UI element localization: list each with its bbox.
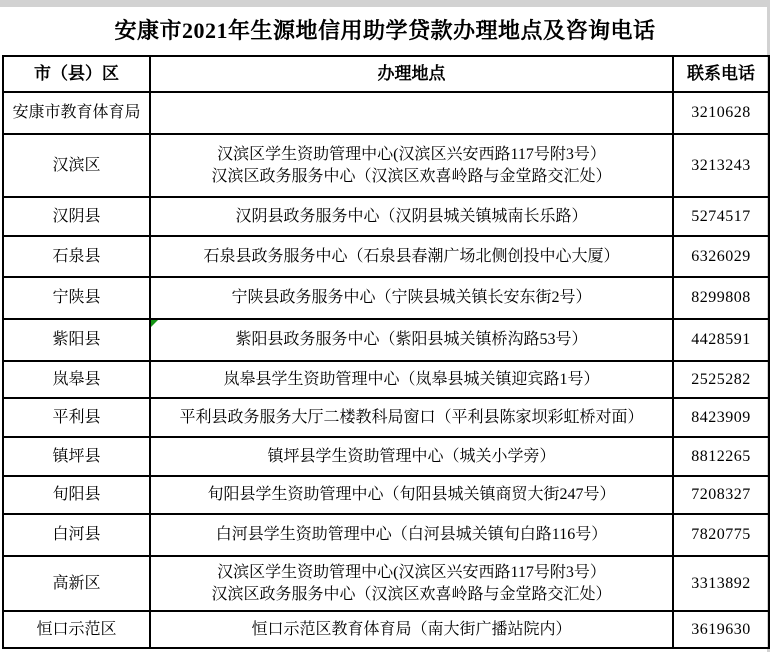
table-row: [3, 437, 769, 476]
address-line: 紫阳县政务服务中心（紫阳县城关镇桥沟路53号）: [235, 331, 588, 349]
region-cell: 平利县: [3, 398, 150, 437]
address-line: 汉滨区政务服务中心（汉滨区欢喜岭路与金堂路交汇处）: [211, 167, 612, 185]
phone-cell: 3619630: [673, 611, 769, 648]
address-cell: [150, 236, 673, 277]
table-row: [3, 361, 769, 398]
phone-cell: 3210628: [673, 92, 769, 134]
table-row: [3, 134, 769, 197]
address-cell: [150, 319, 673, 361]
address-line: 石泉县政务服务中心（石泉县春潮广场北侧创投中心大厦）: [203, 247, 620, 265]
page-title: 安康市2021年生源地信用助学贷款办理地点及咨询电话: [114, 18, 656, 43]
header-row: [3, 56, 769, 92]
address-cell: [150, 437, 673, 476]
address-cell: [150, 92, 673, 134]
phone-cell: 4428591: [673, 319, 769, 361]
phone-cell: 7208327: [673, 476, 769, 514]
address-cell: [150, 277, 673, 319]
region-cell: 镇坪县: [3, 437, 150, 476]
address-cell: [150, 134, 673, 197]
phone-cell: 7820775: [673, 514, 769, 556]
address-line: 汉滨区学生资助管理中心(汉滨区兴安西路117号附3号）: [217, 563, 606, 581]
address-line: 宁陕县政务服务中心（宁陕县城关镇长安东街2号）: [231, 289, 592, 307]
address-line: 汉滨区学生资助管理中心(汉滨区兴安西路117号附3号）: [217, 145, 606, 163]
address-cell: [150, 556, 673, 611]
address-cell: [150, 197, 673, 236]
address-line: 恒口示范区教育体育局（南大街广播站院内）: [251, 620, 572, 638]
table-row: [3, 398, 769, 437]
table-header: [3, 56, 769, 92]
phone-cell: 8423909: [673, 398, 769, 437]
address-line: 白河县学生资助管理中心（白河县城关镇旬白路116号）: [215, 526, 608, 544]
col-header-address: 办理地点: [150, 56, 673, 92]
region-cell: 汉阴县: [3, 197, 150, 236]
region-cell: 恒口示范区: [3, 611, 150, 648]
table-row: [3, 514, 769, 556]
region-cell: 旬阳县: [3, 476, 150, 514]
address-line: 汉滨区政务服务中心（汉滨区欢喜岭路与金堂路交汇处）: [211, 585, 612, 603]
phone-cell: 2525282: [673, 361, 769, 398]
address-line: 旬阳县学生资助管理中心（旬阳县城关镇商贸大街247号）: [207, 486, 616, 504]
table-body: [3, 92, 769, 648]
phone-cell: 8812265: [673, 437, 769, 476]
phone-cell: 5274517: [673, 197, 769, 236]
address-cell: [150, 611, 673, 648]
table-row: [3, 611, 769, 648]
cell-corner-flag-icon: [151, 320, 158, 327]
address-line: 镇坪县学生资助管理中心（城关小学旁）: [267, 447, 556, 465]
loan-locations-table: [2, 55, 770, 649]
address-line: 平利县政务服务大厅二楼教科局窗口（平利县陈家坝彩虹桥对面）: [179, 408, 644, 426]
address-cell: [150, 361, 673, 398]
phone-cell: 3213243: [673, 134, 769, 197]
table-row: [3, 236, 769, 277]
address-cell: [150, 514, 673, 556]
window-edge-top: [0, 0, 770, 7]
table-row: [3, 556, 769, 611]
region-cell: 紫阳县: [3, 319, 150, 361]
address-cell: [150, 398, 673, 437]
region-cell: 石泉县: [3, 236, 150, 277]
region-cell: 岚皋县: [3, 361, 150, 398]
region-cell: 高新区: [3, 556, 150, 611]
col-header-region: 市（县）区: [3, 56, 150, 92]
address-cell: [150, 476, 673, 514]
phone-cell: 6326029: [673, 236, 769, 277]
region-cell: 汉滨区: [3, 134, 150, 197]
region-cell: 宁陕县: [3, 277, 150, 319]
phone-cell: 3313892: [673, 556, 769, 611]
region-cell: 白河县: [3, 514, 150, 556]
table-row: [3, 319, 769, 361]
table-row: [3, 92, 769, 134]
table-row: [3, 197, 769, 236]
region-cell: 安康市教育体育局: [3, 92, 150, 134]
phone-cell: 8299808: [673, 277, 769, 319]
address-line: 汉阴县政务服务中心（汉阴县城关镇城南长乐路）: [235, 207, 588, 225]
col-header-phone: 联系电话: [673, 56, 769, 92]
table-row: [3, 476, 769, 514]
table-row: [3, 277, 769, 319]
address-line: 岚皋县学生资助管理中心（岚皋县城关镇迎宾路1号）: [223, 370, 600, 388]
